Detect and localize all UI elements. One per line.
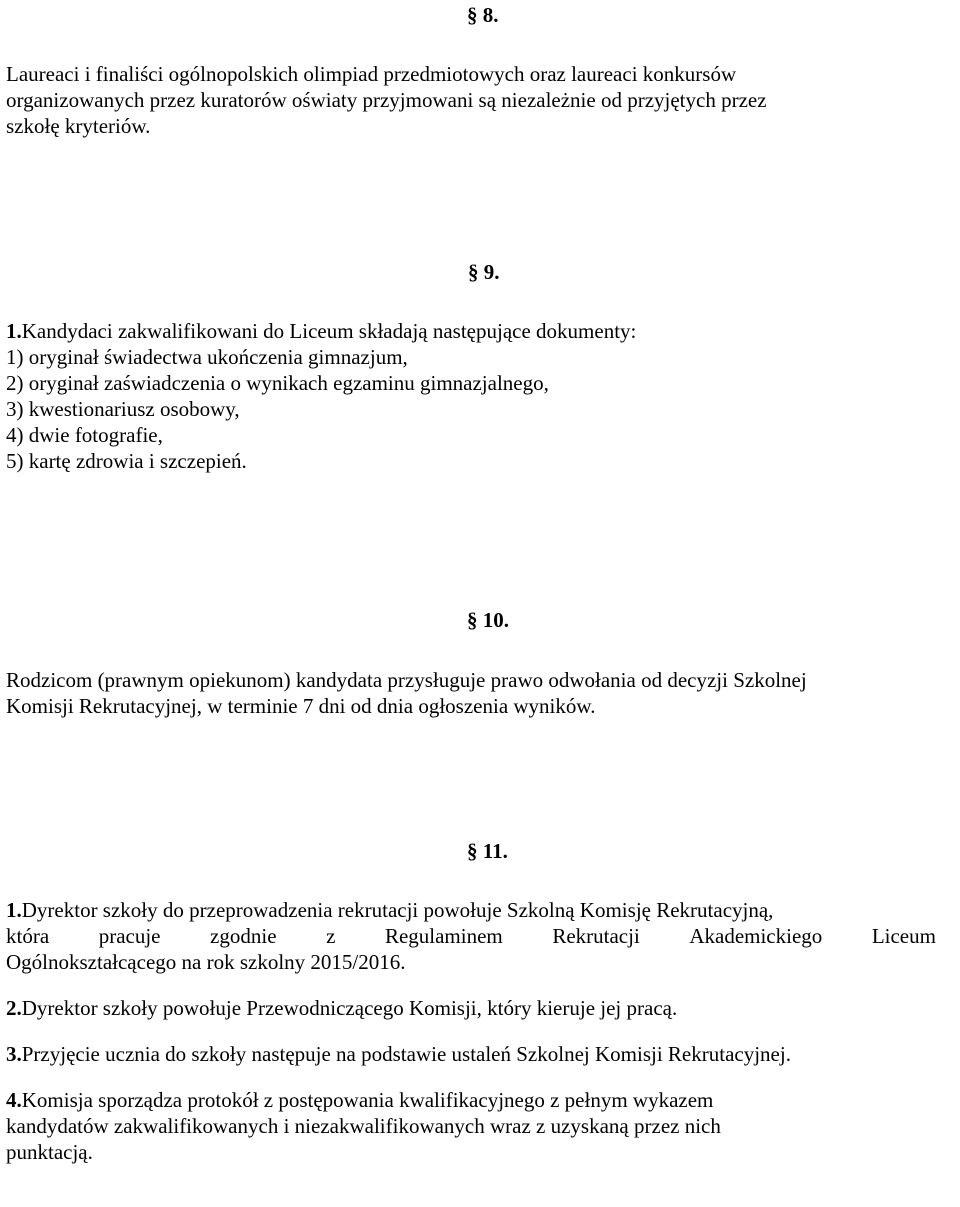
word: pracuje [98, 924, 161, 948]
section-10-heading: § 10. [467, 608, 509, 632]
word: Liceum [871, 924, 936, 948]
paragraph-text: Dyrektor szkoły do przeprowadzenia rekrutacji powołuje Szkolną Komisję Rekrutacyjną, [21, 898, 774, 922]
section-10-line: Rodzicom (prawnym opiekunom) kandydata przysługuje prawo odwołania od decyzji Szkolnej [6, 668, 807, 692]
paragraph-text: Dyrektor szkoły powołuje Przewodniczącego Komisji, który kieruje jej pracą. [21, 996, 678, 1020]
document-list-item: 1) oryginał świadectwa ukończenia gimnazjum, [6, 345, 408, 369]
section-8-line: organizowanych przez kuratorów oświaty przyjmowani są niezależnie od przyjętych przez [6, 88, 767, 112]
section-11-heading: § 11. [467, 839, 508, 863]
section-8-heading: § 8. [467, 3, 499, 27]
paragraph-number: 3. [6, 1042, 22, 1066]
paragraph-number: 2. [6, 996, 22, 1020]
paragraph-number: 1. [6, 898, 22, 922]
section-10-line: Komisji Rekrutacyjnej, w terminie 7 dni od dnia ogłoszenia wyników. [6, 694, 596, 718]
word: Regulaminem [384, 924, 503, 948]
section-9-heading: § 9. [468, 260, 500, 284]
section-10-body [6, 667, 936, 719]
section-11-paragraph-4-line [6, 1087, 936, 1113]
document-list-item: 3) kwestionariusz osobowy, [6, 397, 240, 421]
document-list-item: 4) dwie fotografie, [6, 423, 163, 447]
section-11-paragraph-1-line: Ogólnokształcącego na rok szkolny 2015/2016. [6, 950, 406, 974]
paragraph-gap [6, 1067, 936, 1087]
paragraph-text: Komisja sporządza protokół z postępowania kwalifikacyjnego z pełnym wykazem [21, 1088, 714, 1112]
document-list-item: 5) kartę zdrowia i szczepień. [6, 449, 247, 473]
paragraph-number: 1. [6, 319, 22, 343]
paragraph-text: Przyjęcie ucznia do szkoły następuje na podstawie ustaleń Szkolnej Komisji Rekrutacyjnej. [21, 1042, 791, 1066]
section-8-line: Laureaci i finaliści ogólnopolskich olimpiad przedmiotowych oraz laureaci konkursów [6, 62, 737, 86]
section-11-paragraph-4-line: punktacją. [6, 1140, 93, 1164]
word: Akademickiego [689, 924, 823, 948]
section-11-body [6, 897, 936, 1165]
word: Rekrutacji [552, 924, 640, 948]
section-11-paragraph-3 [6, 1041, 936, 1067]
section-9-intro [6, 318, 936, 344]
section-11-paragraph-4-line: kandydatów zakwalifikowanych i niezakwalifikowanych wraz z uzyskaną przez nich [6, 1114, 721, 1138]
section-8-line: szkołę kryteriów. [6, 114, 151, 138]
word: zgodnie [210, 924, 277, 948]
paragraph-text: Kandydaci zakwalifikowani do Liceum składają następujące dokumenty: [21, 319, 637, 343]
section-8-body [6, 61, 936, 139]
section-11-paragraph-2 [6, 995, 936, 1021]
document-list-item: 2) oryginał zaświadczenia o wynikach egzaminu gimnazjalnego, [6, 371, 549, 395]
paragraph-gap [6, 975, 936, 995]
section-11-paragraph-1-line [6, 897, 936, 923]
section-9-body [6, 318, 936, 474]
word: która [6, 924, 50, 948]
word: z [326, 924, 336, 948]
section-11-paragraph-1-justified-line [6, 923, 936, 949]
paragraph-gap [6, 1021, 936, 1041]
paragraph-number: 4. [6, 1088, 22, 1112]
